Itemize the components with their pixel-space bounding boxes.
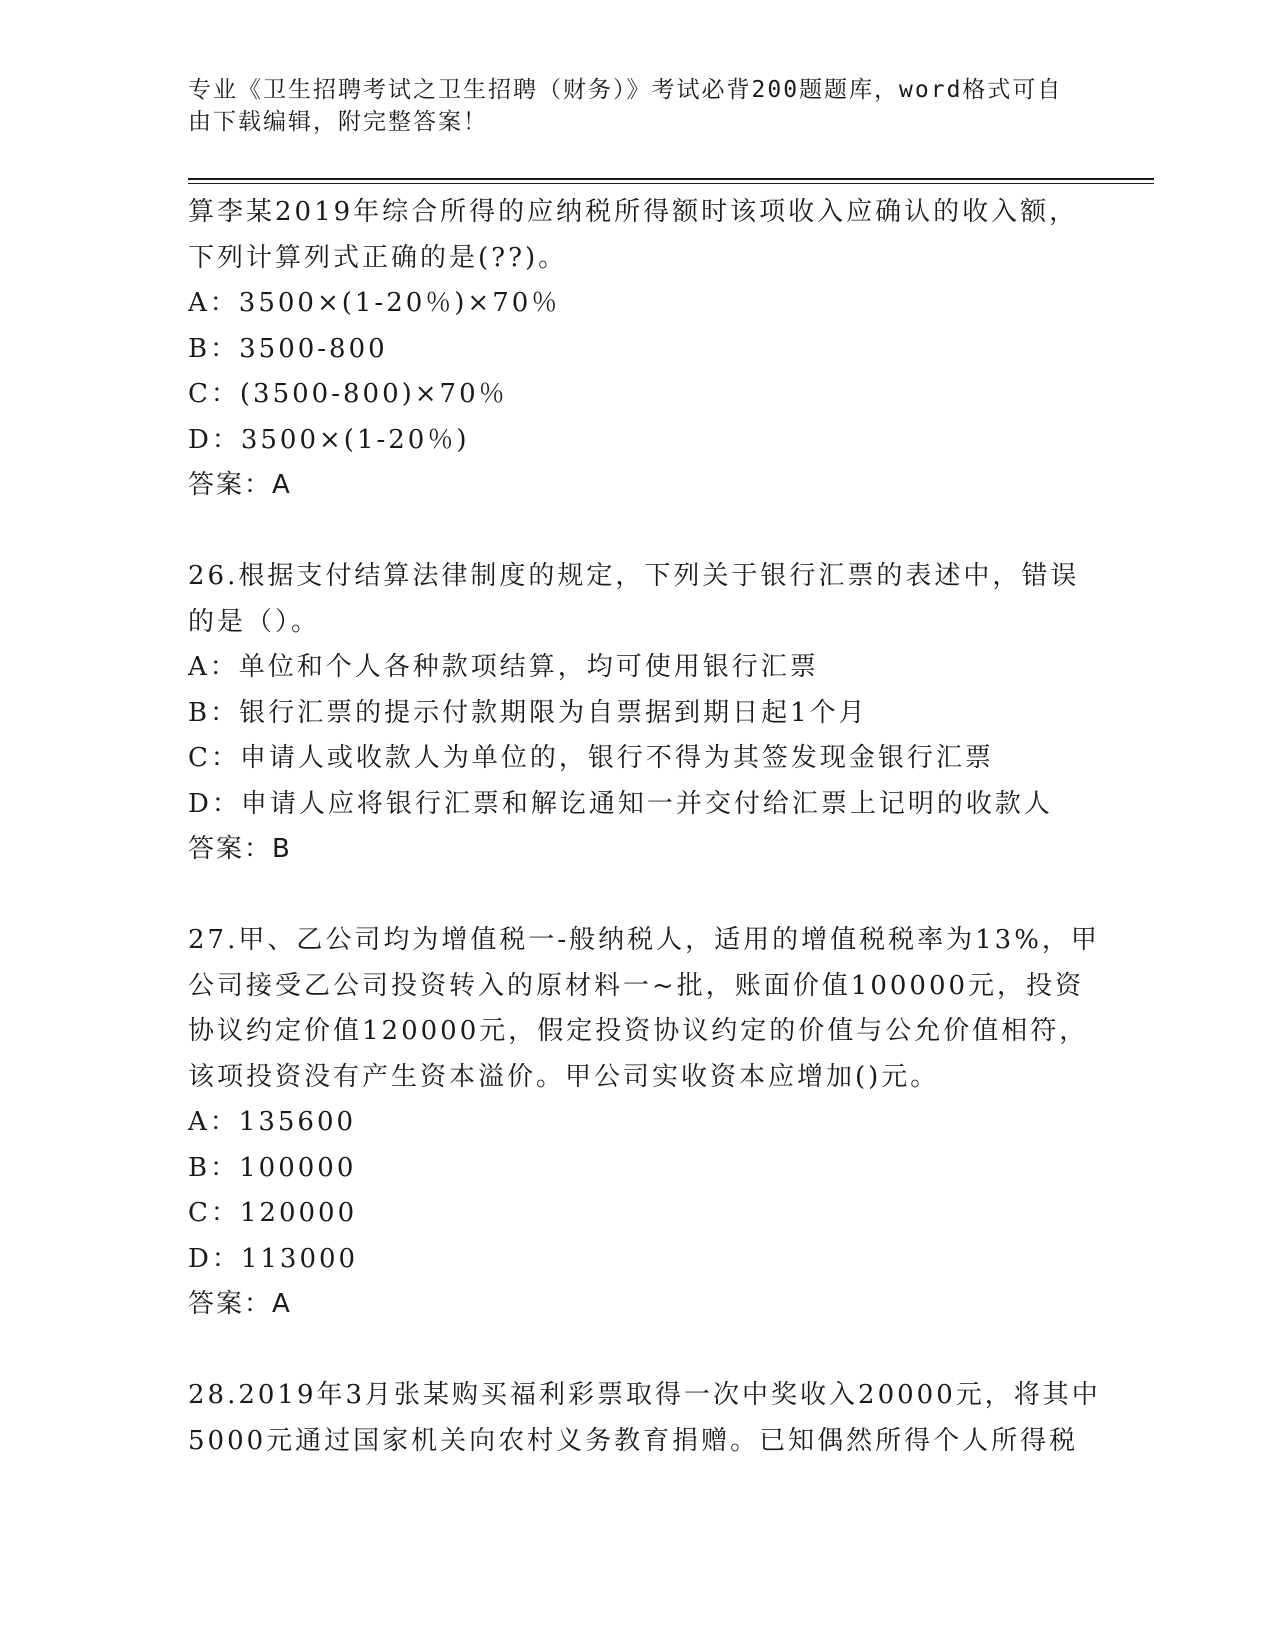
question-25	[188, 190, 1088, 509]
spacer	[188, 873, 1088, 919]
option-b: B：3500-800	[188, 333, 388, 364]
question-stem: 公司接受乙公司投资转入的原材料一~批，账面价值100000元，投资	[188, 970, 1085, 1001]
option-c: C：(3500-800)×70％	[188, 379, 508, 409]
question-27	[188, 918, 1100, 1328]
answer-line: 答案：B	[188, 834, 292, 864]
question-stem: 26.根据支付结算法律制度的规定，下列关于银行汇票的表述中，错误	[188, 561, 1080, 591]
option-d: D：申请人应将银行汇票和解讫通知一并交付给汇票上记明的收款人	[188, 788, 1053, 819]
option-b: B：100000	[188, 1152, 357, 1183]
question-26	[188, 554, 1088, 873]
answer-line: 答案：A	[188, 470, 292, 500]
question-28	[188, 1373, 1101, 1464]
option-d: D：3500×(1-20％)	[188, 424, 470, 455]
question-stem: 该项投资没有产生资本溢价。甲公司实收资本应增加()元。	[188, 1061, 940, 1092]
option-a: A：135600	[188, 1107, 357, 1137]
question-stem: 28.2019年3月张某购买福利彩票取得一次中奖收入20000元，将其中	[188, 1380, 1101, 1410]
option-a: A：3500×(1-20％)×70％	[188, 288, 561, 318]
question-stem: 下列计算列式正确的是(??)。	[188, 242, 568, 273]
page-header	[188, 74, 1088, 138]
spacer	[188, 509, 1088, 555]
option-c: C：120000	[188, 1198, 358, 1228]
header-line-2: 由下载编辑，附完整答案！	[188, 109, 488, 135]
question-stem: 协议约定价值120000元，假定投资协议约定的价值与公允价值相符，	[188, 1016, 1089, 1046]
header-divider-thin	[188, 183, 1154, 184]
option-a: A：单位和个人各种款项结算，均可使用银行汇票	[188, 652, 819, 682]
header-divider-thick	[188, 178, 1154, 180]
question-stem: 的是（）。	[188, 606, 321, 637]
question-stem: 5000元通过国家机关向农村义务教育捐赠。已知偶然所得个人所得税	[188, 1425, 1079, 1456]
answer-line: 答案：A	[188, 1289, 292, 1319]
document-body	[188, 190, 1101, 1464]
option-c: C：申请人或收款人为单位的，银行不得为其签发现金银行汇票	[188, 743, 994, 773]
header-line-1: 专业《卫生招聘考试之卫生招聘（财务）》考试必背200题题库，word格式可自	[188, 77, 1063, 103]
spacer	[188, 1328, 1088, 1374]
option-d: D：113000	[188, 1243, 359, 1274]
question-stem: 27.甲、乙公司均为增值税一-般纳税人，适用的增值税税率为13%，甲	[188, 925, 1100, 955]
option-b: B：银行汇票的提示付款期限为自票据到期日起1个月	[188, 697, 868, 728]
question-stem: 算李某2019年综合所得的应纳税所得额时该项收入应确认的收入额，	[188, 197, 1079, 227]
